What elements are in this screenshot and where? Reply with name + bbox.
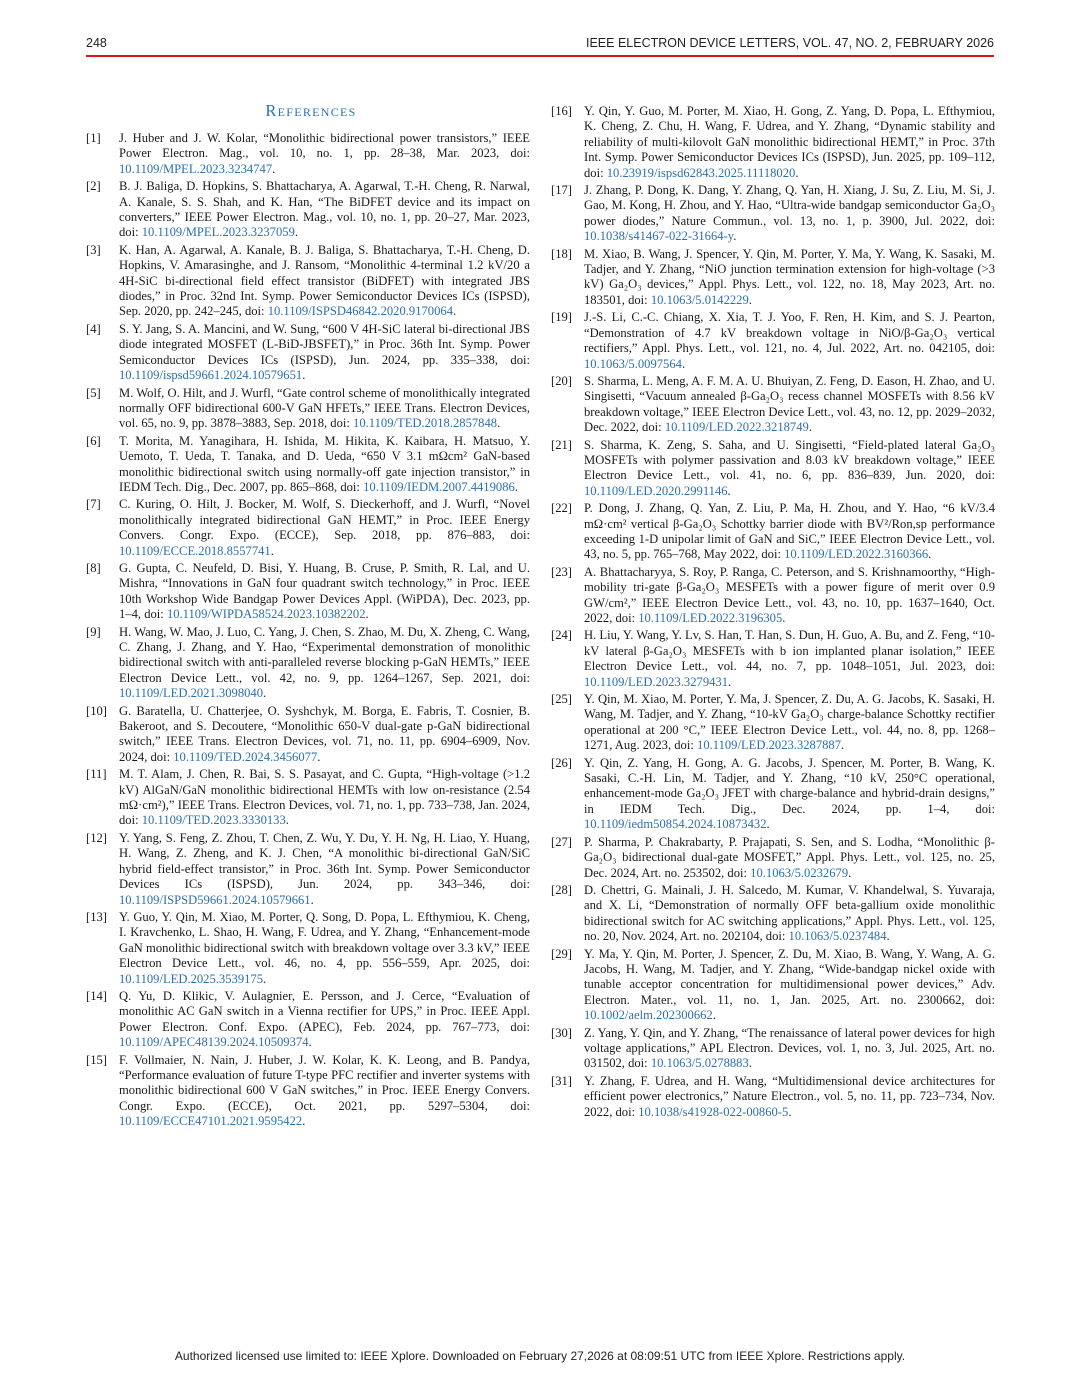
reference-number: [23] bbox=[551, 564, 572, 579]
doi-link[interactable]: 10.1109/ispsd59661.2024.10579651 bbox=[119, 368, 303, 383]
doi-link[interactable]: 10.1109/ISPSD59661.2024.10579661 bbox=[119, 892, 311, 907]
reference-end: . bbox=[681, 356, 686, 371]
reference-item bbox=[551, 692, 995, 754]
reference-item bbox=[86, 561, 530, 623]
reference-item bbox=[551, 756, 995, 833]
reference-end: . bbox=[294, 225, 299, 240]
reference-end: . bbox=[272, 161, 276, 176]
reference-item bbox=[551, 883, 995, 945]
reference-text: T. Morita, M. Yanagihara, H. Ishida, M. Hikita, K. Kaibara, H. Matsuo, Y. Uemoto, T. Ueda, T. Tanaka, and D. Ueda, “650 V 3.1 mΩcm² GaN-based monolithic bidirectional switch using normally-off gate injection transistor,” in IEDM Tech. Dig., Dec. 2007, pp. 865–868, doi: bbox=[119, 433, 530, 494]
reference-number: [6] bbox=[86, 433, 101, 448]
reference-number: [25] bbox=[551, 692, 572, 707]
reference-number: [30] bbox=[551, 1025, 572, 1040]
reference-text: F. Vollmaier, N. Nain, J. Huber, J. W. Kolar, K. K. Leong, and B. Pandya, “Performance evaluation of future T-type PFC rectifier and inverter systems with monolithic bidirectional 600 V GaN switches,” in Proc. IEEE Energy Convers. Congr. Expo. (ECCE), Oct. 2021, pp. 5297–5304, doi: bbox=[119, 1052, 530, 1113]
reference-end: . bbox=[712, 1008, 716, 1023]
doi-link[interactable]: 10.1109/IEDM.2007.4419086 bbox=[363, 479, 515, 494]
reference-number: [3] bbox=[86, 242, 101, 257]
doi-link[interactable]: 10.1109/iedm50854.2024.10873432 bbox=[584, 817, 767, 832]
reference-text: A. Bhattacharyya, S. Roy, P. Ranga, C. Peterson, and S. Krishnamoorthy, “High-mobility tri-gate β-Ga₂O₃ MESFETs with a power figure of merit over 0.9 GW/cm²,” IEEE Electron Device Lett., vol. 43, no. 10, pp. 1637–1640, Oct. 2022, doi: bbox=[584, 564, 995, 625]
reference-item bbox=[551, 374, 995, 436]
doi-link[interactable]: 10.1109/ECCE47101.2021.9595422 bbox=[119, 1114, 303, 1129]
doi-link[interactable]: 10.1109/ISPSD46842.2020.9170064 bbox=[267, 304, 453, 319]
doi-link[interactable]: 10.1109/LED.2021.3098040 bbox=[119, 686, 264, 701]
reference-number: [9] bbox=[86, 624, 101, 639]
reference-item bbox=[86, 910, 530, 987]
reference-number: [29] bbox=[551, 946, 572, 961]
doi-link[interactable]: 10.23919/ispsd62843.2025.11118020 bbox=[606, 165, 796, 180]
doi-link[interactable]: 10.1109/LED.2022.3218749 bbox=[664, 420, 809, 435]
reference-end: . bbox=[302, 1114, 306, 1129]
reference-text: Y. Qin, Z. Yang, H. Gong, A. G. Jacobs, J. Spencer, M. Porter, B. Wang, K. Sasaki, C.-H. Lin, M. Tadjer, and Y. Zhang, “10 kV, 250°C operational, enhancement-mode Ga₂O₃ JFET with charge-balance and hybrid-drain designs,” in IEDM Tech. Dig., Dec. 2024, pp. 1–4, doi: bbox=[584, 755, 995, 816]
reference-item bbox=[551, 1026, 995, 1072]
reference-end: . bbox=[727, 483, 731, 498]
reference-number: [20] bbox=[551, 373, 572, 388]
reference-text: G. Baratella, U. Chatterjee, O. Syshchyk, M. Borga, E. Fabris, T. Cosnier, B. Bakeroot, and S. Decoutere, “Monolithic 650-V dual-gate p-GaN bidirectional switch,” IEEE Trans. Electron Devices, vol. 71, no. 11, pp. 6904–6909, Nov. 2024, doi: bbox=[119, 703, 530, 764]
reference-end: . bbox=[928, 547, 932, 562]
reference-end: . bbox=[285, 813, 289, 828]
reference-end: . bbox=[733, 229, 737, 244]
reference-item bbox=[86, 767, 530, 829]
reference-item bbox=[551, 565, 995, 627]
reference-number: [26] bbox=[551, 755, 572, 770]
doi-link[interactable]: 10.1038/s41467-022-31664-y bbox=[584, 229, 734, 244]
reference-number: [4] bbox=[86, 321, 101, 336]
doi-link[interactable]: 10.1109/LED.2020.2991146 bbox=[584, 483, 728, 498]
reference-text: M. T. Alam, J. Chen, R. Bai, S. S. Pasayat, and C. Gupta, “High-voltage (>1.2 kV) AlGaN/GaN monolithic bidirectional HEMTs with low on-resistance (2.54 mΩ·cm²),” IEEE Trans. Electron Devices, vol. 71, no. 1, pp. 733–738, Jan. 2024, doi: bbox=[119, 767, 530, 828]
doi-link[interactable]: 10.1063/5.0142229 bbox=[650, 292, 749, 307]
reference-number: [28] bbox=[551, 882, 572, 897]
doi-link[interactable]: 10.1002/aelm.202300662 bbox=[584, 1008, 713, 1023]
reference-end: . bbox=[848, 865, 852, 880]
reference-end: . bbox=[795, 165, 799, 180]
reference-item bbox=[86, 625, 530, 702]
doi-link[interactable]: 10.1063/5.0278883 bbox=[650, 1056, 749, 1071]
reference-number: [31] bbox=[551, 1073, 572, 1088]
reference-text: M. Xiao, B. Wang, J. Spencer, Y. Qin, M. Porter, Y. Ma, Y. Wang, K. Sasaki, M. Tadjer, and Y. Zhang, “NiO junction termination extension for high-voltage (>3 kV) Ga₂O₃ devices,” Appl. Phys. Lett., vol. 122, no. 18, May 2023, Art. no. 183501, doi: bbox=[584, 246, 995, 307]
doi-link[interactable]: 10.1109/TED.2024.3456077 bbox=[173, 749, 318, 764]
reference-item bbox=[551, 438, 995, 500]
reference-text: Y. Guo, Y. Qin, M. Xiao, M. Porter, Q. Song, D. Popa, L. Efthymiou, K. Cheng, I. Kravchenko, L. Shao, H. Wang, F. Udrea, and Y. Zhang, “Enhancement-mode GaN monolithic bidirectional switch with breakdown voltage over 3.3 kV,” IEEE Electron Device Lett., vol. 46, no. 4, pp. 556–559, Apr. 2025, doi: bbox=[119, 909, 530, 971]
reference-item bbox=[86, 322, 530, 384]
reference-text: Y. Yang, S. Feng, Z. Zhou, T. Chen, Z. Wu, Y. Du, Y. H. Ng, H. Liao, Y. Huang, H. Wang, Z. Zheng, and K. J. Chen, “A monolithic bi-directional GaN/SiC hybrid field-effect transistor,” in Proc. 36th Int. Symp. Power Semiconductor Devices ICs (ISPSD), Jun. 2024, pp. 343–346, doi: bbox=[119, 830, 530, 892]
reference-text: C. Kuring, O. Hilt, J. Bocker, M. Wolf, S. Dieckerhoff, and J. Wurfl, “Novel monolithically integrated bidirectional GaN HEMT,” in Proc. IEEE Energy Convers. Congr. Expo. (ECCE), Sep. 2018, pp. 876–883, doi: bbox=[119, 497, 530, 543]
reference-number: [16] bbox=[551, 104, 572, 118]
reference-item bbox=[86, 131, 530, 177]
reference-end: . bbox=[365, 607, 369, 622]
reference-column-left bbox=[86, 131, 530, 1132]
header-rule bbox=[86, 55, 994, 57]
reference-end: . bbox=[310, 892, 314, 907]
doi-link[interactable]: 10.1063/5.0232679 bbox=[750, 865, 849, 880]
reference-text: Y. Ma, Y. Qin, M. Porter, J. Spencer, Z. Du, M. Xiao, B. Wang, Y. Wang, A. G. Jacobs, H. Wang, M. Tadjer, and Y. Zhang, “Wide-bandgap nickel oxide with tunable acceptor concentration for multidimensional power devices,” Adv. Electron. Mater., vol. 11, no. 1, Jan. 2025, Art. no. 2300662, doi: bbox=[584, 946, 995, 1007]
reference-end: . bbox=[514, 479, 518, 494]
reference-number: [22] bbox=[551, 501, 572, 516]
reference-number: [24] bbox=[551, 628, 572, 643]
reference-item bbox=[551, 310, 995, 372]
reference-end: . bbox=[748, 1056, 752, 1071]
reference-item bbox=[551, 1074, 995, 1120]
reference-end: . bbox=[317, 749, 321, 764]
reference-end: . bbox=[728, 674, 732, 689]
reference-number: [19] bbox=[551, 310, 572, 325]
reference-item bbox=[551, 501, 995, 563]
reference-end: . bbox=[263, 971, 267, 986]
reference-end: . bbox=[748, 292, 752, 307]
reference-number: [14] bbox=[86, 988, 107, 1003]
doi-link[interactable]: 10.1109/APEC48139.2024.10509374 bbox=[119, 1035, 309, 1050]
reference-item bbox=[86, 243, 530, 320]
doi-link[interactable]: 10.1109/LED.2023.3287887 bbox=[697, 738, 842, 753]
reference-end: . bbox=[886, 929, 890, 944]
reference-text: M. Wolf, O. Hilt, and J. Wurfl, “Gate control scheme of monolithically integrated normally OFF bidirectional 600-V GaN HFETs,” IEEE Trans. Electron Devices, vol. 65, no. 9, pp. 3878–3883, Sep. 2018, doi: bbox=[119, 385, 530, 431]
reference-end: . bbox=[788, 1104, 792, 1119]
reference-number: [13] bbox=[86, 909, 107, 924]
reference-text: S. Sharma, K. Zeng, S. Saha, and U. Singisetti, “Field-plated lateral Ga₂O₃ MOSFETs with polymer passivation and 8.03 kV breakdown voltage,” IEEE Electron Device Lett., vol. 41, no. 6, pp. 836–839, Jun. 2020, doi: bbox=[584, 437, 995, 483]
doi-link[interactable]: 10.1109/ECCE.2018.8557741 bbox=[119, 543, 271, 558]
reference-number: [7] bbox=[86, 497, 101, 512]
doi-link[interactable]: 10.1038/s41928-022-00860-5 bbox=[638, 1104, 789, 1119]
reference-item bbox=[86, 386, 530, 432]
reference-item bbox=[86, 1053, 530, 1130]
doi-link[interactable]: 10.1063/5.0237484 bbox=[788, 929, 887, 944]
reference-item bbox=[551, 183, 995, 245]
reference-text: K. Han, A. Agarwal, A. Kanale, B. J. Baliga, S. Bhattacharya, T.-H. Cheng, D. Hopkins, V. Amarasinghe, and J. Ransom, “Monolithic 4-terminal 1.2 kV/20 a 4H-SiC bi-directional field effect transistor (BiDFET) with integrated JBS diodes,” in Proc. 32nd Int. Symp. Power Semiconductor Devices ICs (ISPSD), Sep. 2020, pp. 242–245, doi: bbox=[119, 242, 530, 319]
reference-item bbox=[551, 104, 995, 181]
reference-text: S. Y. Jang, S. A. Mancini, and W. Sung, “600 V 4H-SiC lateral bi-directional JBS diode integrated MOSFET (L-BiD-JBSFET),” in Proc. 36th Int. Symp. Power Semiconductor Devices ICs (ISPSD), Jun. 2024, pp. 335–338, doi: bbox=[119, 321, 530, 367]
reference-text: B. J. Baliga, D. Hopkins, S. Bhattacharya, A. Agarwal, T.-H. Cheng, R. Narwal, A. Kanale, S. S. Shah, and K. Han, “The BiDFET device and its impact on converters,” IEEE Power Electron. Mag., vol. 10, no. 1, pp. 20–27, Mar. 2023, doi: bbox=[119, 179, 530, 240]
reference-end: . bbox=[766, 817, 770, 832]
reference-end: . bbox=[497, 416, 501, 431]
reference-text: G. Gupta, C. Neufeld, D. Bisi, Y. Huang, B. Cruse, P. Smith, R. Lal, and U. Mishra, “Innovations in GaN four quadrant switch technology,” in Proc. IEEE 10th Workshop Wide Bandgap Power Devices Appl. (WiPDA), Dec. 2023, pp. 1–4, doi: bbox=[119, 560, 530, 622]
reference-item bbox=[86, 704, 530, 766]
reference-number: [21] bbox=[551, 437, 572, 452]
reference-end: . bbox=[453, 304, 457, 319]
reference-number: [10] bbox=[86, 703, 107, 718]
reference-number: [12] bbox=[86, 830, 107, 845]
reference-item bbox=[86, 179, 530, 241]
reference-item bbox=[551, 835, 995, 881]
reference-end: . bbox=[270, 543, 274, 558]
reference-item bbox=[86, 434, 530, 496]
reference-text: H. Wang, W. Mao, J. Luo, C. Yang, J. Chen, S. Zhao, M. Du, X. Zheng, C. Wang, C. Zhang, J. Zhang, and Y. Hao, “Experimental demonstration of monolithic bidirectional switch with anti-paralleled reverse blocking p-GaN HEMTs,” IEEE Electron Device Lett., vol. 42, no. 9, pp. 1264–1267, Sep. 2021, doi: bbox=[119, 624, 530, 685]
reference-end: . bbox=[308, 1035, 312, 1050]
doi-link[interactable]: 10.1109/WIPDA58524.2023.10382202 bbox=[166, 607, 366, 622]
reference-text: Z. Yang, Y. Qin, and Y. Zhang, “The renaissance of lateral power devices for high voltage applications,” APL Electron. Devices, vol. 1, no. 3, Jul. 2025, Art. no. 031502, doi: bbox=[584, 1025, 995, 1071]
license-footer: Authorized licensed use limited to: IEEE Xplore. Downloaded on February 27,2026 at 08:09:51 UTC from IEEE Xplore. Restrictions apply. bbox=[174, 1349, 906, 1363]
doi-link[interactable]: 10.1109/LED.2022.3196305 bbox=[638, 611, 783, 625]
reference-text: J. Zhang, P. Dong, K. Dang, Y. Zhang, Q. Yan, H. Xiang, J. Su, Z. Liu, M. Si, J. Gao, M. Kong, H. Zhou, and Y. Hao, “Ultra-wide bandgap semiconductor Ga₂O₃ power diodes,” Nature Commun., vol. 13, no. 1, p. 3900, Jul. 2022, doi: bbox=[584, 183, 995, 228]
reference-item bbox=[86, 831, 530, 908]
reference-text: P. Dong, J. Zhang, Q. Yan, Z. Liu, P. Ma, H. Zhou, and Y. Hao, “6 kV/3.4 mΩ·cm² vertical β-Ga₂O₃ Schottky barrier diode with BV²/Ron,sp performance exceeding 1-D unipolar limit of GaN and SiC,” IEEE Electron Device Lett., vol. 43, no. 5, pp. 765–768, May 2022, doi: bbox=[584, 501, 995, 562]
reference-text: H. Liu, Y. Wang, Y. Lv, S. Han, T. Han, S. Dun, H. Guo, A. Bu, and Z. Feng, “10-kV lateral β-Ga₂O₃ MESFETs with b ion implanted planar isolation,” IEEE Electron Device Lett., vol. 44, no. 7, pp. 1048–1051, Jul. 2023, doi: bbox=[584, 628, 995, 674]
reference-number: [17] bbox=[551, 183, 572, 198]
reference-number: [18] bbox=[551, 246, 572, 261]
reference-text: P. Sharma, P. Chakrabarty, P. Prajapati, S. Sen, and S. Lodha, “Monolithic β-Ga₂O₃ bidirectional dual-gate MOSFET,” Appl. Phys. Lett., vol. 125, no. 25, Dec. 2024, Art. no. 253502, doi: bbox=[584, 834, 995, 880]
page-number: 248 bbox=[86, 36, 107, 50]
reference-text: Y. Qin, Y. Guo, M. Porter, M. Xiao, H. Gong, Z. Yang, D. Popa, L. Efthymiou, K. Cheng, Z. Chu, H. Wang, F. Udrea, and Y. Zhang, “Dynamic stability and reliability of multi-kilovolt GaN monolithic bidirectional HEMT,” in Proc. 37th Int. Symp. Power Semiconductor Devices ICs (ISPSD), Jun. 2025, pp. 109–112, doi: bbox=[584, 104, 995, 180]
reference-text: J.-S. Li, C.-C. Chiang, X. Xia, T. J. Yoo, F. Ren, H. Kim, and S. J. Pearton, “Demonstration of 4.7 kV breakdown voltage in NiO/β-Ga₂O₃ vertical rectifiers,” Appl. Phys. Lett., vol. 121, no. 4, Jul. 2022, Art. no. 042105, doi: bbox=[584, 310, 995, 356]
reference-text: S. Sharma, L. Meng, A. F. M. A. U. Bhuiyan, Z. Feng, D. Eason, H. Zhao, and U. Singisetti, “Vacuum annealed β-Ga₂O₃ recess channel MOSFETs with 8.56 kV breakdown voltage,” IEEE Electron Device Lett., vol. 43, no. 12, pp. 2029–2032, Dec. 2022, doi: bbox=[584, 373, 995, 435]
reference-item bbox=[551, 947, 995, 1024]
reference-number: [1] bbox=[86, 131, 101, 145]
doi-link[interactable]: 10.1109/MPEL.2023.3237059 bbox=[141, 225, 295, 240]
reference-column-right bbox=[551, 104, 995, 1122]
reference-end: . bbox=[808, 420, 812, 435]
reference-end: . bbox=[841, 738, 845, 753]
reference-end: . bbox=[263, 686, 267, 701]
reference-item bbox=[86, 497, 530, 559]
doi-link[interactable]: 10.1109/LED.2025.3539175 bbox=[119, 971, 264, 986]
reference-text: J. Huber and J. W. Kolar, “Monolithic bidirectional power transistors,” IEEE Power Electron. Mag., vol. 10, no. 1, pp. 28–38, Mar. 2023, doi: bbox=[119, 131, 530, 161]
reference-number: [27] bbox=[551, 834, 572, 849]
reference-number: [5] bbox=[86, 385, 101, 400]
reference-number: [8] bbox=[86, 560, 101, 575]
references-heading: References bbox=[265, 101, 357, 120]
reference-text: D. Chettri, G. Mainali, J. H. Salcedo, M. Kumar, V. Khandelwal, S. Yuvaraja, and X. Li, “Demonstration of normally OFF beta-gallium oxide monolithic bidirectional switch for AC switching applications,” Appl. Phys. Lett., vol. 125, no. 20, Nov. 2024, Art. no. 202104, doi: bbox=[584, 882, 995, 944]
reference-number: [15] bbox=[86, 1052, 107, 1067]
doi-link[interactable]: 10.1109/LED.2022.3160366 bbox=[784, 547, 929, 562]
doi-link[interactable]: 10.1109/TED.2018.2857848 bbox=[353, 416, 498, 431]
doi-link[interactable]: 10.1109/TED.2023.3330133 bbox=[141, 813, 286, 828]
reference-item bbox=[551, 628, 995, 690]
journal-header: IEEE ELECTRON DEVICE LETTERS, VOL. 47, NO. 2, FEBRUARY 2026 bbox=[585, 36, 994, 50]
reference-text: Y. Qin, M. Xiao, M. Porter, Y. Ma, J. Spencer, Z. Du, A. G. Jacobs, K. Sasaki, H. Wang, M. Tadjer, and Y. Zhang, “10-kV Ga₂O₃ charge-balance Schottky rectifier operational at 200 °C,” IEEE Electron Device Lett., vol. 44, no. 8, pp. 1268–1271, Aug. 2023, doi: bbox=[584, 692, 995, 753]
reference-end: . bbox=[782, 611, 786, 625]
doi-link[interactable]: 10.1109/LED.2023.3279431 bbox=[584, 674, 729, 689]
reference-text: Q. Yu, D. Klikic, V. Aulagnier, E. Persson, and J. Cerce, “Evaluation of monolithic AC GaN switch in a Vienna rectifier for UPS,” in Proc. IEEE Appl. Power Electron. Conf. Expo. (APEC), Feb. 2024, pp. 767–773, doi: bbox=[119, 988, 530, 1034]
reference-item bbox=[86, 989, 530, 1051]
reference-number: [11] bbox=[86, 767, 107, 782]
reference-text: Y. Zhang, F. Udrea, and H. Wang, “Multidimensional device architectures for efficient power electronics,” Nature Electron., vol. 5, no. 11, pp. 723–734, Nov. 2022, doi: bbox=[584, 1073, 995, 1119]
reference-item bbox=[551, 247, 995, 309]
doi-link[interactable]: 10.1063/5.0097564 bbox=[584, 356, 682, 371]
reference-number: [2] bbox=[86, 179, 101, 194]
doi-link[interactable]: 10.1109/MPEL.2023.3234747 bbox=[119, 161, 273, 176]
reference-end: . bbox=[302, 368, 306, 383]
